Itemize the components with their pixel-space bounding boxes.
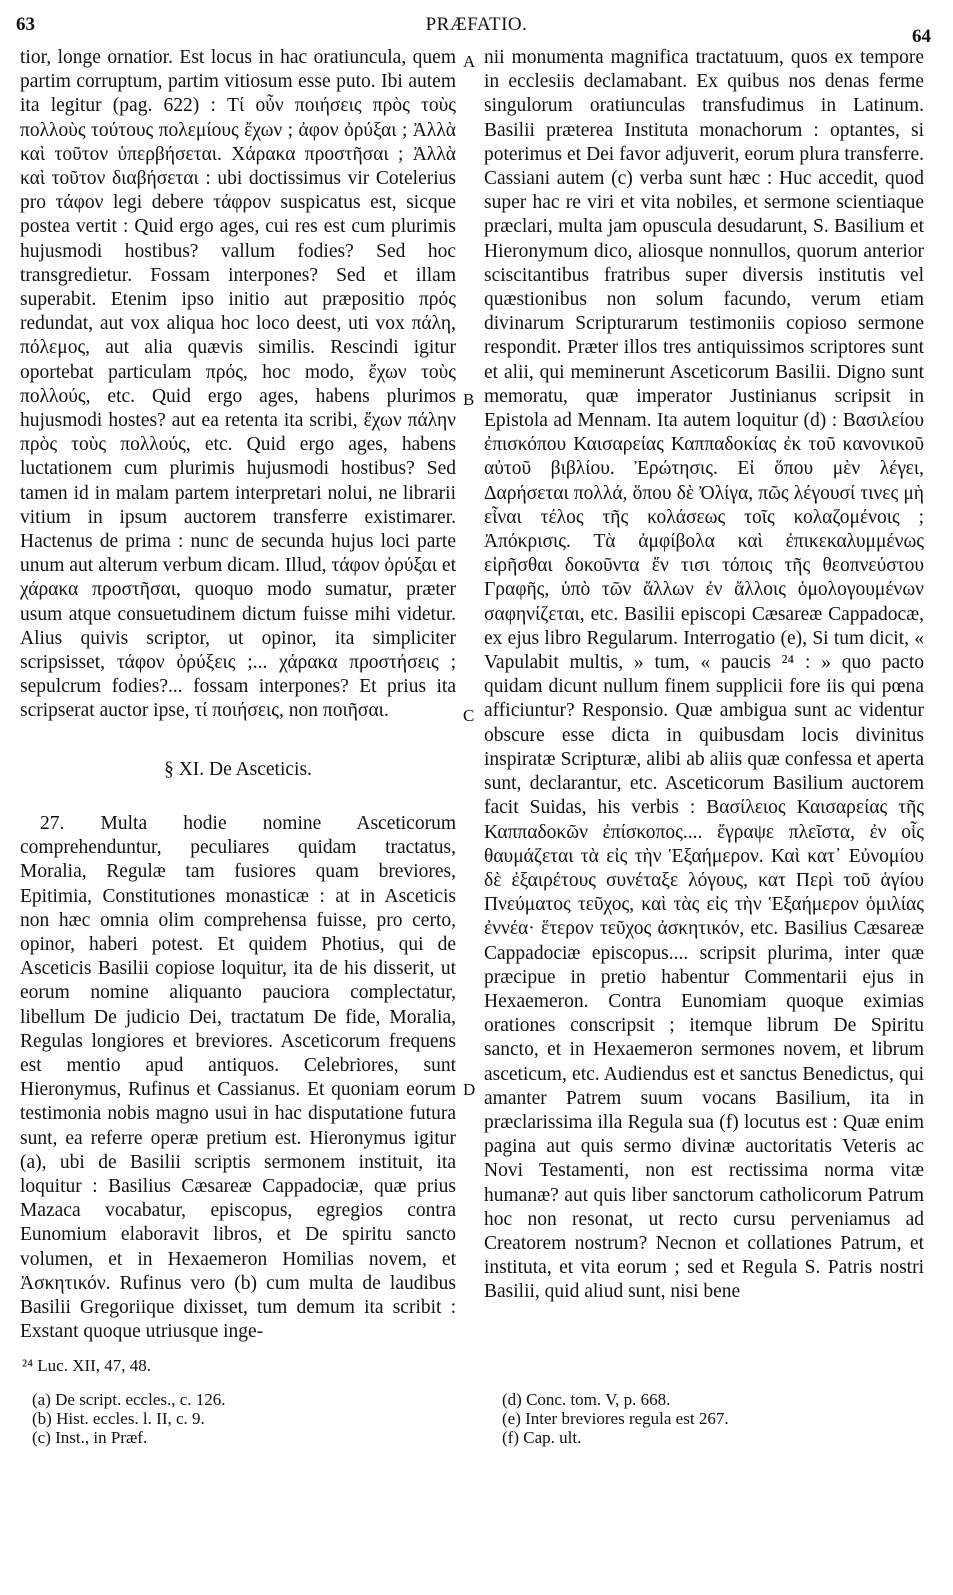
footnote-24: ²⁴ Luc. XII, 47, 48.	[22, 1356, 152, 1375]
right-column	[484, 46, 924, 1305]
footnote-e: (e) Inter breviores regula est 267.	[502, 1409, 729, 1428]
right-paragraph-1: nii monumenta magnifica tractatuum, quos ex tempore in ecclesiis declamabant. Ex quibus nos denas ferme singulorum oratiunculas transfudimus in Latinum. Basilii præterea Instituta monachorum : optantes, si poterimus et Dei favor adjuverit, eorum plura transferre. Cassiani autem (c) verba sunt hæc : Huc accedit, quod super hac re viri et vita nobiles, et sermone scientiaque præclari, multa jam opuscula desudarunt, S. Basilium et Hieronymum dico, aliosque nonnullos, quorum anterior sciscitantibus fratribus super diversis institutis vel quæstionibus non solum facundo, verum etiam divinarum Scripturarum testimoniis copioso sermone respondit. Præter illos tres antiquissimos scriptores sunt et alii, qui meminerunt Asceticorum Basilii. Digno sunt memoratu, quæ imperator Justinianus scripsit in Epistola ad Mennam. Ita autem loquitur (d) : Βασιλείου ἐπισκόπου Καισαρείας Καππαδοκίας ἐκ τοῦ κανονικοῦ αὐτοῦ βιβλίου. Ἐρώτησις. Εἰ ὅπου μὲν λέγει, Δαρήσεται πολλά, ὅπου δὲ Ὀλίγα, πῶς λέγουσί τινες μὴ εἶναι τέλος τῆς κολάσεως τοῖς κολαζομένοις ; Ἀπόκρισις. Τὰ ἀμφίβολα καὶ ἐπικεκαλυμμένως εἰρῆσθαι δοκοῦντα ἔν τισι τόποις τῆς θεοπνεύστου Γραφῆς, ὑπὸ τῶν ἄλλων ἐν ἄλλοις ὁμολογουμένων σαφηνίζεται, etc. Basilii episcopi Cæsareæ Cappadocæ, ex ejus libro Regularum. Interrogatio (e), Si tum dicit, « Vapulabit multis, » tum, « paucis ²⁴ : » quo pacto quidam dicunt nullum finem supplicii fore iis qui pœna afficiuntur? Responsio. Quæ ambigua sunt ac videntur obscure esse dicta in quibusdam locis divinitus inspiratæ Scripturæ, alibi ab aliis quæ confessa et aperta sunt, declarantur, etc. Asceticorum Basilium auctorem facit Suidas, his verbis : Βασίλειος Καισαρείας τῆς Καππαδοκῶν ἐπίσκοπος.... ἔγραψε πλεῖστα, ἐν οἷς θαυμάζεται τὰ εἰς τὴν Ἑξαήμερον. Καὶ κατ᾽ Εὐνομίου δὲ ἐξαιρέτους συνέταξε λόγους, κατ Περὶ τοῦ ἁγίου Πνεύματος τεῦχος, καὶ τὰς εἰς τὴν Ἑξαήμερον ὁμιλίας ἐννέα· ἕτερον τεῦχος ἀσκητικόν, etc. Basilius Cæsareæ Cappadociæ episcopus.... scripsit plurima, inter quæ præcipue in pretio habentur Commentarii ejus in Hexaemeron. Contra Eunomiam quoque eximias orationes conscripsit ; itemque librum De Spiritu sancto, et in Hexaemeron sermones novem, et librum asceticum, etc. Audiendus est et sanctus Benedictus, qui amanter Patrem suum vocans Basilium, ita in præclarissima illa Regula sua (f) locutus est : Quæ enim pagina aut quis sermo divinæ auctoritatis Veteris ac Novi Testamenti, non est rectissima norma vitæ humanæ? aut quis liber sanctorum catholicorum Patrum hoc non resonat, ut recto cursu perveniamus ad Creatorem nostrum? Necnon et collationes Patrum, et instituta, et vita eorum ; sed et Regula S. Patris nostri Basilii, quid aliud sunt, nisi bene	[484, 47, 924, 1303]
left-paragraph-2: 27. Multa hodie nomine Asceticorum comprehenduntur, peculiares quidam tractatus, Moralia, Regulæ tam fusiores quam breviores, Epitimia, Constitutiones monasticæ : at in Asceticis non hæc omnia olim comprehensa fuisse, pro certo, opinor, haberi potest. Et quidem Photius, qui de Asceticis Basilii copiose loquitur, ita de his disserit, ut eorum nomine aliquanto pauciora complectatur, libellum De judicio Dei, tractatum De fide, Moralia, Regulas longiores et breviores. Asceticorum frequens est mentio apud antiquos. Celebriores, sunt Hieronymus, Rufinus et Cassianus. Et quoniam eorum testimonia nobis magno usui in hac disputatione futura sunt, ea referre operæ pretium est. Hieronymus igitur (a), ubi de Basilii scriptis sermonem instituit, ita loquitur : Basilius Cæsareæ Cappadociæ, quæ prius Mazaca vocabatur, episcopus, egregios contra Eunomium elaboravit libros, et De spiritu sancto volumen, et in Hexaemeron Homilias novem, et Ἀσκητικόν. Rufinus vero (b) cum multa de laudibus Basilii Gregoriique dixisset, tum demum ita scribit : Exstant quoque utriusque inge-	[20, 812, 456, 1343]
page-number-left: 63	[16, 14, 35, 35]
section-heading: § XI. De Asceticis.	[164, 758, 312, 780]
footnote-a: (a) De script. eccles., c. 126.	[32, 1390, 226, 1409]
margin-letter-d: D	[463, 1080, 476, 1099]
footnote-b: (b) Hist. eccles. l. II, c. 9.	[32, 1409, 205, 1428]
footnote-d: (d) Conc. tom. V, p. 668.	[502, 1390, 671, 1409]
footnotes-left	[32, 1390, 432, 1447]
margin-letter-b: B	[463, 390, 475, 409]
footnote-f: (f) Cap. ult.	[502, 1428, 582, 1447]
left-column	[20, 46, 456, 1344]
running-title: PRÆFATIO.	[425, 14, 528, 35]
margin-letter-a: A	[463, 52, 476, 71]
footnotes-right	[502, 1390, 922, 1447]
footnote-c: (c) Inst., in Præf.	[32, 1428, 148, 1447]
margin-letter-c: C	[463, 706, 475, 725]
page-number-right: 64	[912, 26, 931, 47]
left-paragraph-1: tior, longe ornatior. Est locus in hac oratiuncula, quem partim corruptum, partim vitiosum esse puto. Ibi autem ita legitur (pag. 622) : Τί οὖν ποιήσεις πρὸς τοὺς πολλοὺς τούτους πολεμίους ἔχων ; ἀφον ὀρύξαι ; Ἀλλὰ καὶ τοῦτον ὑπερβήσεται. Χάρακα προστῆσαι ; Ἀλλὰ καὶ τοῦτον διαβήσεται : ubi doctissimus vir Cotelerius pro τάφον legi debere τάφρον suspicatus est, sicque postea vertit : Quid ergo ages, cui res est cum plurimis hujusmodi hostibus? vallum fodies? Sed hoc transgredietur. Fossam interpones? Sed et illam superabit. Etenim ipso initio aut præpositio πρός redundat, aut vox aliqua hoc loco deest, uti vox πάλη, πόλεμος, aut alia quævis similis. Rescindi igitur oportebat particulam πρός, hoc modo, ἔχων τοὺς πολλούς, etc. Quid ergo ages, habens plurimos hujusmodi hostes? aut ea retenta ita scribi, ἔχων πάλην πρὸς τοὺς πολλούς, etc. Quid ergo ages, habens luctationem cum plurimis hujusmodi hostibus? Sed tamen id in malam partem interpretari nolui, ne librarii vitium in ipsum auctorem transferre existimarer. Hactenus de prima : nunc de secunda hujus loci parte unum aut alterum verbum dicam. Illud, τάφον ὀρύξαι et χάρακα προστῆσαι, quoquo modo sumatur, præter usum atque consuetudinem dictum fuisse mihi videtur. Alius quivis scriptor, ut opinor, ita simpliciter scripsisset, τάφον ὀρύξεις ;... χάρακα προστήσεις ; sepulcrum fodies?... fossam interpones? Et prius ita scripserat auctor ipse, τί ποιήσεις, non ποιῆσαι.	[20, 47, 456, 722]
